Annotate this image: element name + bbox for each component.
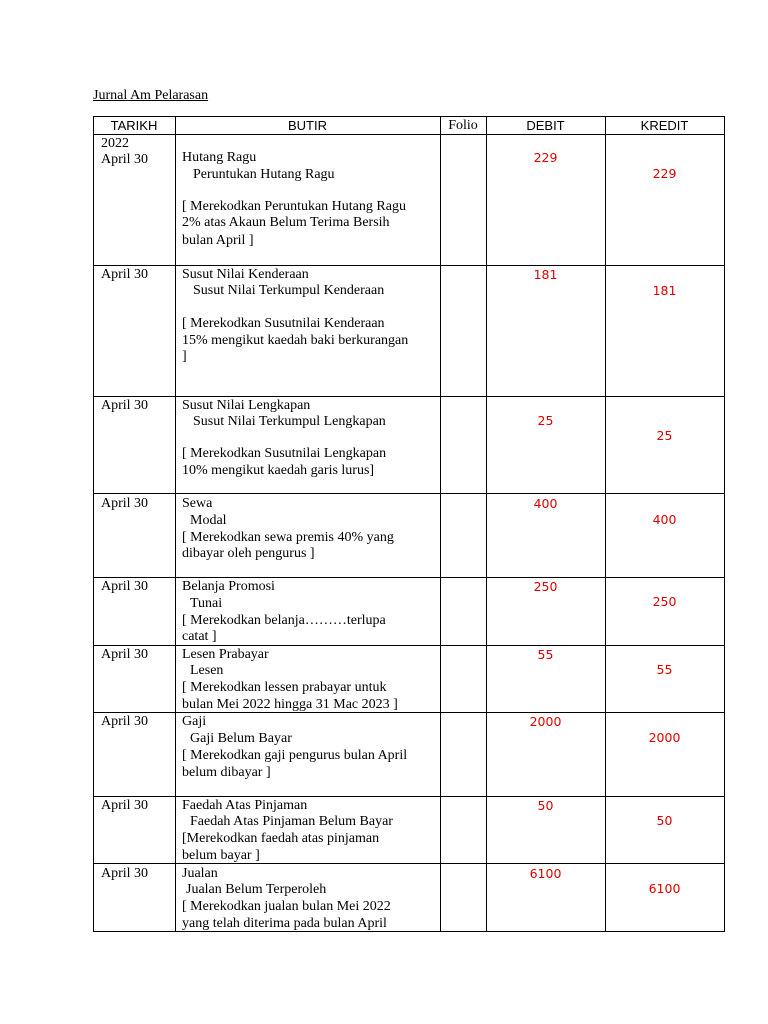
credit-account: Peruntukan Hutang Ragu [193,166,335,182]
row-divider [93,493,725,494]
journal-entry-row [93,577,725,645]
narration-line: 10% mengikut kaedah garis lurus] [182,462,375,478]
debit-amount: 25 [537,412,554,428]
row-divider [93,712,725,713]
narration-line: bulan April ] [182,232,254,248]
row-divider [93,265,725,266]
narration-line: belum dibayar ] [182,764,271,780]
row-divider [93,396,725,397]
kredit-amount: 181 [652,282,677,298]
narration-line: [ Merekodkan sewa premis 40% yang [182,529,394,545]
journal-entry-row [93,493,725,577]
narration-line: dibayar oleh pengurus ] [182,545,315,561]
credit-account: Lesen [190,662,224,678]
entry-year: 2022 [101,135,129,151]
debit-account: Hutang Ragu [182,149,257,165]
debit-amount: 50 [537,797,554,813]
credit-account: Faedah Atas Pinjaman Belum Bayar [190,813,393,829]
narration-line: bulan Mei 2022 hingga 31 Mac 2023 ] [182,696,398,712]
kredit-amount: 250 [652,593,677,609]
narration-line: [ Merekodkan belanja………terlupa [182,612,386,628]
entry-date: April 30 [101,397,149,413]
debit-amount: 6100 [529,865,562,881]
debit-account: Susut Nilai Lengkapan [182,397,311,413]
credit-account: Tunai [190,595,223,611]
journal-entry-row [93,796,725,863]
entry-date: April 30 [101,266,149,282]
row-divider [93,577,725,578]
narration-line: 2% atas Akaun Belum Terima Bersih [182,214,390,230]
header-folio: Folio [448,117,478,133]
journal-entry-row [93,712,725,796]
kredit-amount: 229 [652,165,677,181]
narration-line: 15% mengikut kaedah baki berkurangan [182,332,409,348]
narration-line: [ Merekodkan Susutnilai Lengkapan [182,445,387,461]
debit-account: Belanja Promosi [182,578,275,594]
debit-amount: 400 [533,495,558,511]
row-divider [93,796,725,797]
entry-date: April 30 [101,797,149,813]
kredit-amount: 50 [656,812,673,828]
narration-line: yang telah diterima pada bulan April [182,915,387,931]
credit-account: Modal [190,512,227,528]
kredit-amount: 55 [656,661,673,677]
narration-line: [ Merekodkan jualan bulan Mei 2022 [182,898,391,914]
entry-date: April 30 [101,865,149,881]
journal-entry-row [93,396,725,493]
debit-amount: 229 [533,149,558,165]
narration-line: [ Merekodkan Susutnilai Kenderaan [182,315,385,331]
narration-line: [ Merekodkan Peruntukan Hutang Ragu [182,198,406,214]
debit-amount: 181 [533,266,558,282]
debit-account: Jualan [182,865,218,881]
header-tarikh: TARIKH [110,117,158,133]
journal-entry-row [93,645,725,712]
narration-line: [Merekodkan faedah atas pinjaman [182,830,380,846]
debit-amount: 55 [537,646,554,662]
credit-account: Jualan Belum Terperoleh [186,881,327,897]
narration-line: ] [182,348,187,364]
kredit-amount: 2000 [648,729,681,745]
credit-account: Susut Nilai Terkumpul Kenderaan [193,282,385,298]
journal-entry-row [93,134,725,265]
document-title: Jurnal Am Pelarasan [93,88,209,103]
entry-date: April 30 [101,578,149,594]
narration-line: [ Merekodkan lessen prabayar untuk [182,679,387,695]
header-debit: DEBIT [526,117,565,133]
journal-entry-row [93,265,725,396]
entry-date: April 30 [101,713,149,729]
debit-amount: 250 [533,578,558,594]
entry-date: April 30 [101,151,149,167]
debit-account: Susut Nilai Kenderaan [182,266,309,282]
kredit-amount: 6100 [648,880,681,896]
credit-account: Susut Nilai Terkumpul Lengkapan [193,413,386,429]
entry-date: April 30 [101,495,149,511]
kredit-amount: 400 [652,511,677,527]
narration-line: belum bayar ] [182,847,260,863]
narration-line: catat ] [182,628,217,644]
entry-date: April 30 [101,646,149,662]
credit-account: Gaji Belum Bayar [190,730,292,746]
narration-line: [ Merekodkan gaji pengurus bulan April [182,747,408,763]
debit-account: Lesen Prabayar [182,646,269,662]
debit-account: Sewa [182,495,213,511]
journal-entry-row [93,863,725,931]
header-butir: BUTIR [288,117,327,133]
header-kredit: KREDIT [640,117,689,133]
debit-amount: 2000 [529,713,562,729]
row-divider [93,863,725,864]
kredit-amount: 25 [656,427,673,443]
row-divider [93,645,725,646]
debit-account: Faedah Atas Pinjaman [182,797,308,813]
debit-account: Gaji [182,713,207,729]
